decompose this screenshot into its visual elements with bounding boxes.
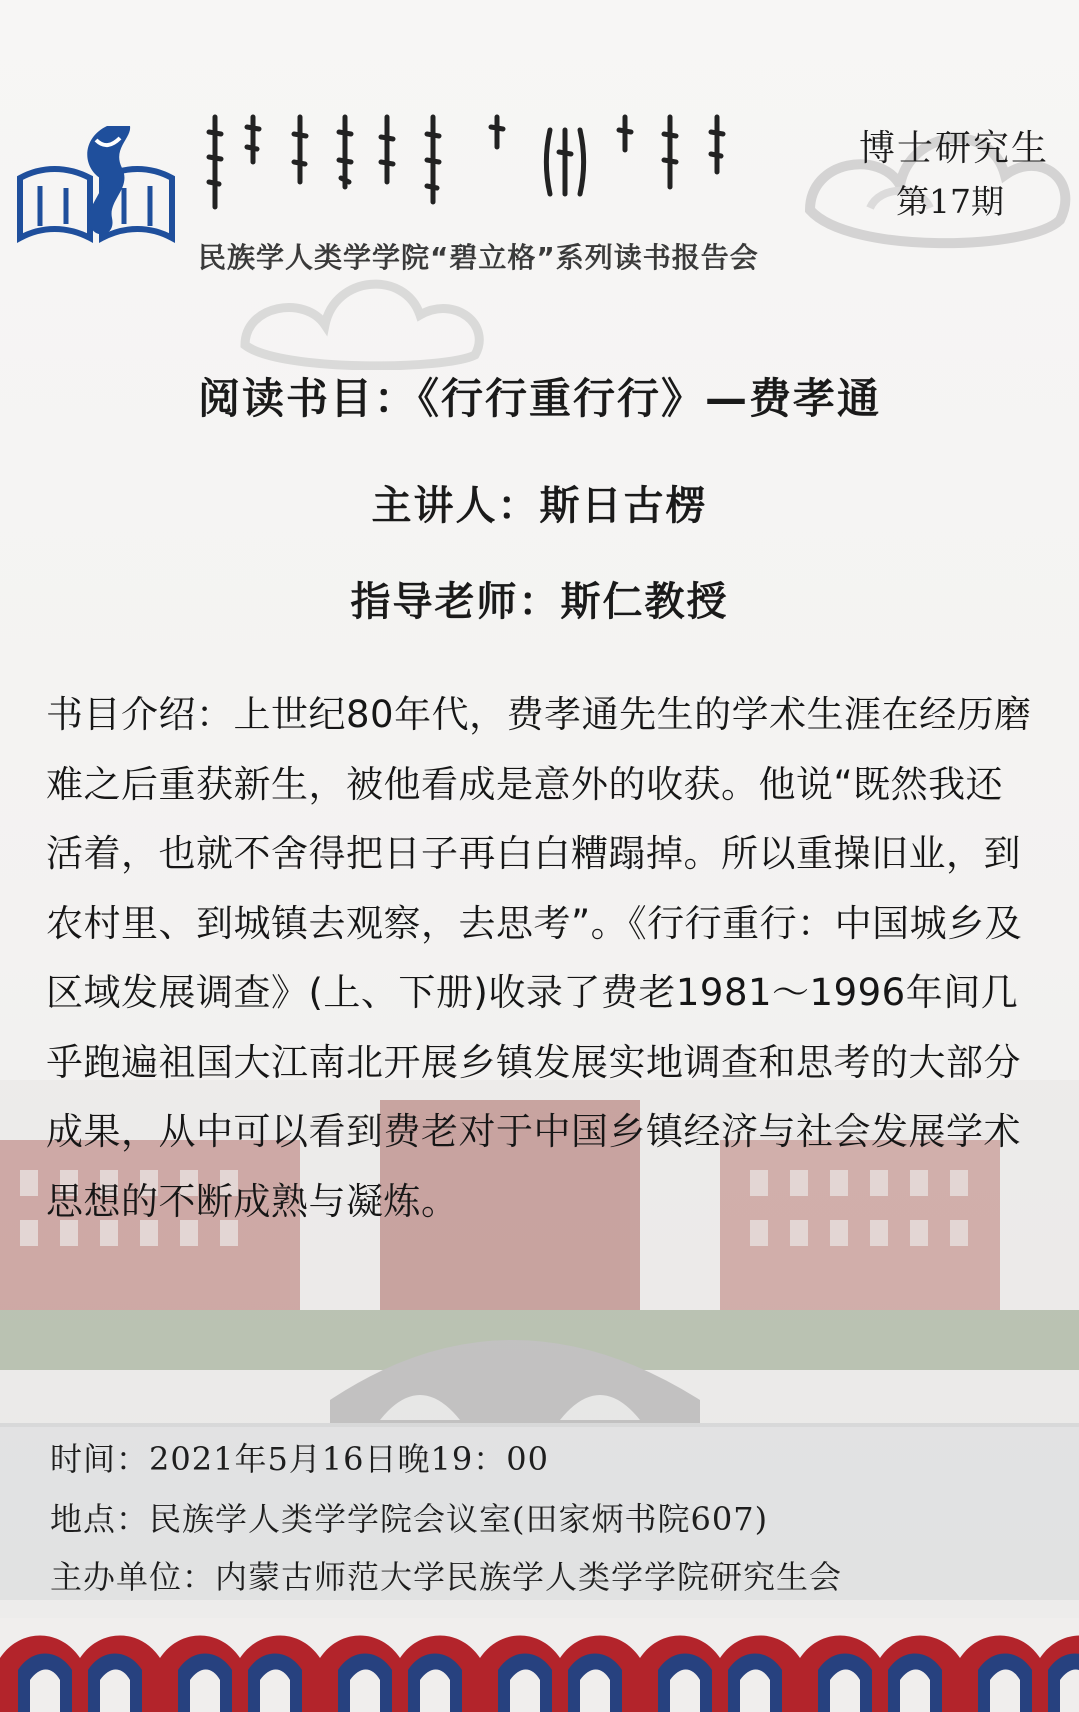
speaker-line: 主讲人：斯日古楞	[371, 483, 708, 529]
book-title-line: 阅读书目：《行行重行行》—费孝通	[197, 374, 881, 423]
issue-number: 第17期	[896, 182, 1004, 221]
mongolian-script-title	[205, 112, 825, 217]
event-place: 地点：民族学人类学学院会议室(田家炳书院607)	[50, 1500, 769, 1538]
mongolian-pattern-border	[0, 1618, 1079, 1712]
cloud-ornament-top-right	[790, 90, 1079, 260]
book-introduction: 书目介绍：上世纪80年代，费孝通先生的学术生涯在经历磨难之后重获新生，被他看成是意外的收获。他说“既然我还活着，也就不舍得把日子再白白糟蹋掉。所以重操旧业，到农村里、到城镇去观察，去思考”。《行行重行：中国城乡及区域发展调查》(上、下册)收录了费老1981～1996年间几乎跑遍祖国大江南北开展乡镇发展实地调查和思考的大部分成果，从中可以看到费老对于中国乡镇经济与社会发展学术思想的不断成熟与凝炼。	[46, 693, 1032, 1223]
event-time: 时间：2021年5月16日晚19：00	[50, 1440, 549, 1478]
issue-title: 博士研究生	[858, 128, 1049, 169]
bilige-logo-icon	[12, 118, 180, 258]
event-organizer: 主办单位：内蒙古师范大学民族学人类学学院研究生会	[50, 1558, 843, 1596]
advisor-line: 指导老师：斯仁教授	[350, 579, 729, 625]
series-title: 民族学人类学学院“碧立格”系列读书报告会	[198, 241, 759, 274]
